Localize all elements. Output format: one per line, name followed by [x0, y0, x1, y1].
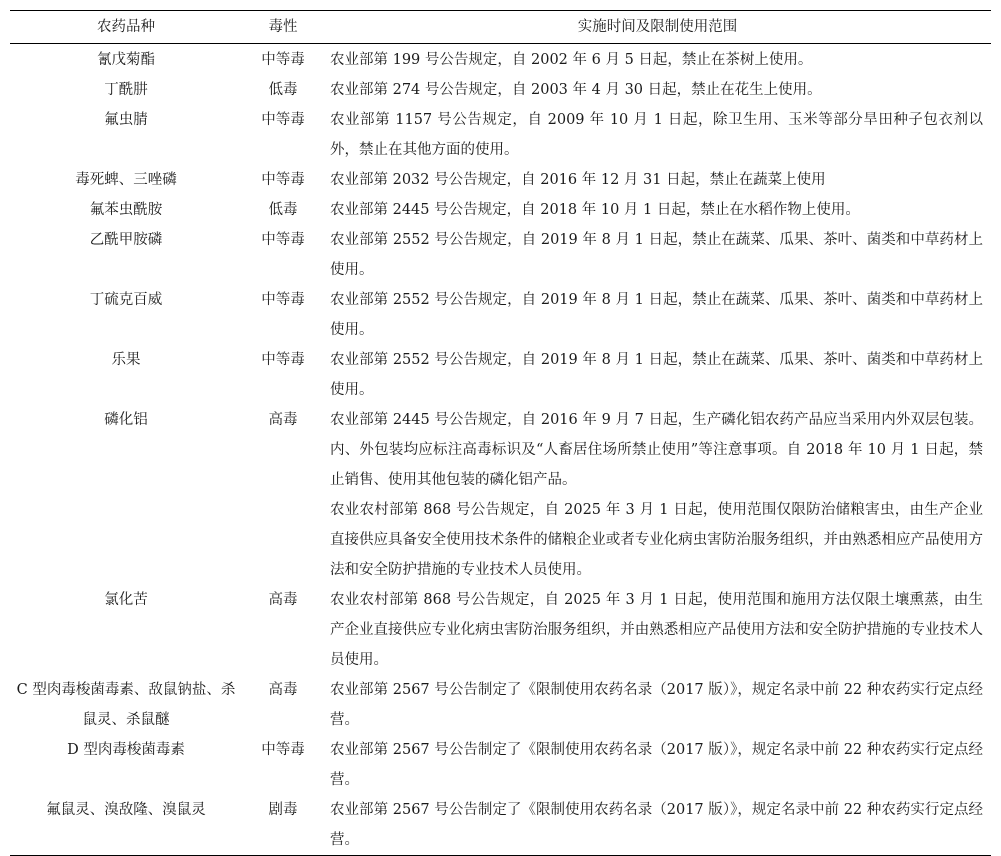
scope-cell: 农业部第 2552 号公告规定，自 2019 年 8 月 1 日起，禁止在蔬菜、瓜果、茶叶、菌类和中草药材上使用。	[330, 232, 983, 278]
pesticide-restriction-table	[10, 10, 991, 856]
scope-cell: 农业农村部第 868 号公告规定，自 2025 年 3 月 1 日起，使用范围和施用方法仅限土壤熏蒸，由生产企业直接供应专业化病虫害防治服务组织，并由熟悉相应产品使用方法和安全防护措施的专业技术人员使用。	[330, 592, 983, 668]
toxicity-cell: 高毒	[268, 592, 298, 608]
toxicity-cell: 中等毒	[261, 112, 305, 128]
pesticide-name-cell: C 型肉毒梭菌毒素、敌鼠钠盐、杀鼠灵、杀鼠醚	[16, 682, 236, 728]
toxicity-cell: 高毒	[268, 412, 298, 428]
table-row	[10, 585, 991, 675]
pesticide-name-cell: 毒死蜱、三唑磷	[75, 172, 177, 188]
table-row	[10, 75, 991, 105]
scope-cell: 农业部第 274 号公告规定，自 2003 年 4 月 30 日起，禁止在花生上使用。	[330, 82, 822, 98]
scope-cell: 农业部第 2567 号公告制定了《限制使用农药名录（2017 版）》，规定名录中前 22 种农药实行定点经营。	[330, 742, 983, 788]
toxicity-cell: 低毒	[268, 82, 298, 98]
pesticide-name-cell: 磷化铝	[104, 412, 148, 428]
toxicity-cell: 中等毒	[261, 52, 305, 68]
table-body	[10, 44, 991, 856]
pesticide-name-cell: 丁酰肼	[104, 82, 148, 98]
pesticide-name-cell: 乐果	[111, 352, 141, 368]
scope-cell: 农业部第 2552 号公告规定，自 2019 年 8 月 1 日起，禁止在蔬菜、瓜果、茶叶、菌类和中草药材上使用。	[330, 352, 983, 398]
table-row	[10, 405, 991, 495]
scope-cell: 农业农村部第 868 号公告规定，自 2025 年 3 月 1 日起，使用范围仅限防治储粮害虫，由生产企业直接供应具备安全使用技术条件的储粮企业或者专业化病虫害防治服务组织，并由熟悉相应产品使用方法和安全防护措施的专业技术人员使用。	[330, 502, 983, 578]
scope-cell: 农业部第 2552 号公告规定，自 2019 年 8 月 1 日起，禁止在蔬菜、瓜果、茶叶、菌类和中草药材上使用。	[330, 292, 983, 338]
pesticide-name-cell	[10, 495, 242, 585]
toxicity-cell: 中等毒	[261, 172, 305, 188]
scope-cell: 农业部第 2445 号公告规定，自 2016 年 9 月 7 日起，生产磷化铝农药产品应当采用内外双层包装。内、外包装均应标注高毒标识及“人畜居住场所禁止使用”等注意事项。自 2018 年 10 月 1 日起，禁止销售、使用其他包装的磷化铝产品。	[330, 412, 983, 488]
toxicity-cell: 低毒	[268, 202, 298, 218]
toxicity-cell: 剧毒	[268, 802, 298, 818]
table-row	[10, 165, 991, 195]
toxicity-cell: 中等毒	[261, 292, 305, 308]
table-row	[10, 675, 991, 735]
table-row	[10, 105, 991, 165]
table-row	[10, 345, 991, 405]
toxicity-cell: 中等毒	[261, 232, 305, 248]
toxicity-cell	[242, 495, 324, 585]
toxicity-cell: 中等毒	[261, 742, 305, 758]
scope-cell: 农业部第 2567 号公告制定了《限制使用农药名录（2017 版）》，规定名录中前 22 种农药实行定点经营。	[330, 682, 983, 728]
scope-cell: 农业部第 199 号公告规定，自 2002 年 6 月 5 日起，禁止在茶树上使用。	[330, 52, 813, 68]
scope-cell: 农业部第 2032 号公告规定，自 2016 年 12 月 31 日起，禁止在蔬菜上使用	[330, 172, 826, 188]
header-toxicity: 毒性	[268, 19, 298, 35]
pesticide-name-cell: 乙酰甲胺磷	[89, 232, 163, 248]
toxicity-cell: 高毒	[268, 682, 298, 698]
table-row	[10, 735, 991, 795]
header-scope: 实施时间及限制使用范围	[577, 19, 738, 35]
table-row	[10, 495, 991, 585]
pesticide-name-cell: 氟鼠灵、溴敌隆、溴鼠灵	[46, 802, 206, 818]
header-pesticide-name: 农药品种	[97, 19, 155, 35]
pesticide-name-cell: 氰戊菊酯	[97, 52, 155, 68]
table-row	[10, 285, 991, 345]
table-row	[10, 195, 991, 225]
pesticide-name-cell: 氟虫腈	[104, 112, 148, 128]
pesticide-name-cell: D 型肉毒梭菌毒素	[67, 742, 185, 758]
pesticide-name-cell: 丁硫克百威	[89, 292, 163, 308]
scope-cell: 农业部第 1157 号公告规定，自 2009 年 10 月 1 日起，除卫生用、玉米等部分旱田种子包衣剂以外，禁止在其他方面的使用。	[330, 112, 983, 158]
table-row	[10, 44, 991, 76]
table-header-row	[10, 11, 991, 44]
table-row	[10, 225, 991, 285]
scope-cell: 农业部第 2445 号公告规定，自 2018 年 10 月 1 日起，禁止在水稻作物上使用。	[330, 202, 860, 218]
pesticide-name-cell: 氟苯虫酰胺	[89, 202, 163, 218]
toxicity-cell: 中等毒	[261, 352, 305, 368]
table-row	[10, 795, 991, 856]
pesticide-name-cell: 氯化苦	[104, 592, 148, 608]
scope-cell: 农业部第 2567 号公告制定了《限制使用农药名录（2017 版）》，规定名录中前 22 种农药实行定点经营。	[330, 802, 983, 848]
